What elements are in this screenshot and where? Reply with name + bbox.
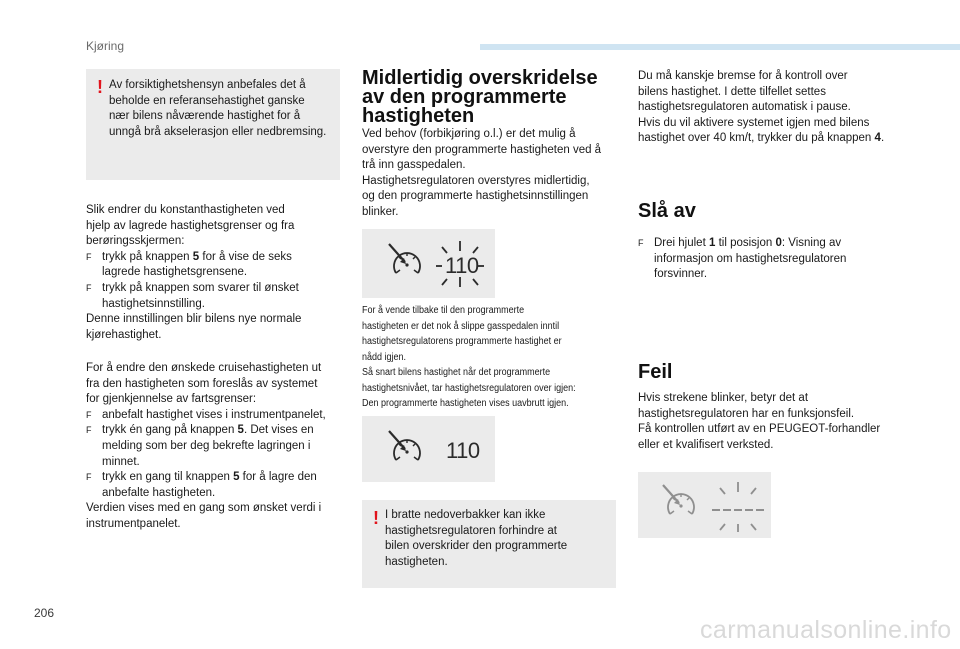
bullet-icon: F (86, 251, 92, 262)
section-heading-fault: Feil (638, 361, 673, 383)
warning-box-middle (362, 500, 616, 588)
section-heading-temporary-override: Midlertidig overskridelse av den programmerte hastigheten (362, 67, 598, 127)
cruise-control-fault-icon (638, 472, 771, 538)
speed-value: 110 (445, 253, 479, 278)
paragraph-override-intro: Ved behov (forbikjøring o.l.) er det mulig å overstyre den programmerte hastigheten ved å trå inn gasspedalen. Hastighetsregulatoren overstyres midlertidig, og den programmerte hastighetsinnstillingen blinker. (362, 128, 602, 218)
cruise-control-110-icon (362, 416, 495, 482)
bullet-icon: F (638, 238, 644, 248)
paragraph-speed-limit-recognition: For å endre den ønskede cruisehastigheten ut fra den hastigheten som foreslås av systemet for gjenkjennelse av fartsgrenser: F anbefalt hastighet vises i instrumentpanelet, F trykk én gang på knappen 5. Det vises en melding som ber deg bekrefte lagringen i minnet. F trykk en gang til knappen 5 for å lagre den anbefalte hastigheten. Verdien vises med en gang som ønsket verdi i instrumentpanelet. (86, 361, 346, 533)
section-title: Kjøring (86, 39, 125, 53)
note-return-to-speed: For å vende tilbake til den programmerte hastigheten er det nok å slippe gasspedalen inntil hastighetsregulatorens programmerte hastighet er nådd igjen. Så snart bilens hastighet når det programmerte hastighetsnivået, tar hastighetsregulatoren over igjen: Den programmerte hastigheten vises uavbrutt igjen. (362, 305, 576, 409)
paragraph-switch-off (638, 236, 908, 283)
list-item: F trykk én gang på knappen 5. Det vises en melding som ber deg bekrefte lagringen i minnet. (86, 424, 314, 468)
watermark: carmanualsonline.info (700, 616, 952, 644)
paragraph-speed-limits-touchscreen: Slik endrer du konstanthastigheten ved hjelp av lagrede hastighetsgrenser og fra berøringsskjermen: F trykk på knappen 5 for å vise de seks lagrede hastighetsgrensene. F trykk på knappen som svarer til ønsket hastighetsinnstilling. Denne innstillingen blir bilens nye normale kjørehastighet. (86, 203, 346, 343)
warning-exclamation-icon: ! (373, 508, 379, 528)
warning-text-middle: I bratte nedoverbakker kan ikke hastighetsregulatoren forhindre at bilen overskrider den programmerte hastigheten. (385, 509, 568, 568)
warning-text-left: Av forsiktighetshensyn anbefales det å beholde en referansehastighet ganske nær bilens nåværende hastighet for å unngå brå akselerasjon eller nedbremsing. (109, 79, 327, 138)
page-number: 206 (34, 606, 55, 620)
list-item: F trykk en gang til knappen 5 for å lagre den anbefalte hastigheten. (86, 471, 317, 499)
speed-value: 110 (446, 438, 480, 463)
list-item: F anbefalt hastighet vises i instrumentpanelet, (86, 408, 346, 424)
header-bar (480, 44, 960, 50)
paragraph-brake-control: Du må kanskje bremse for å kontroll over bilens hastighet. I dette tilfellet settes hastighetsregulatoren automatisk i pause. Hvis du vil aktivere systemet igjen med bilens hastighet over 40 km/t, trykker du på knappen 4. (638, 70, 885, 145)
bullet-icon: F (86, 425, 92, 436)
list-item: F trykk på knappen som svarer til ønsket hastighetsinnstilling. (86, 281, 299, 310)
warning-box-left (86, 69, 340, 180)
bullet-icon: F (86, 409, 92, 420)
cruise-control-blinking-110-icon (362, 229, 495, 298)
list-item: F Drei hjulet 1 til posisjon 0: Visning av informasjon om hastighetsregulatoren forsvinner. (638, 237, 847, 281)
warning-exclamation-icon: ! (97, 77, 103, 97)
paragraph-fault: Hvis strekene blinker, betyr det at hastighetsregulatoren har en funksjonsfeil. Få kontrollen utført av en PEUGEOT-forhandler eller et kvalifisert verksted. (638, 392, 881, 451)
bullet-icon: F (86, 472, 92, 483)
section-heading-switch-off: Slå av (638, 200, 696, 222)
bullet-icon: F (86, 282, 92, 293)
list-item: F trykk på knappen 5 for å vise de seks lagrede hastighetsgrensene. (86, 250, 292, 279)
